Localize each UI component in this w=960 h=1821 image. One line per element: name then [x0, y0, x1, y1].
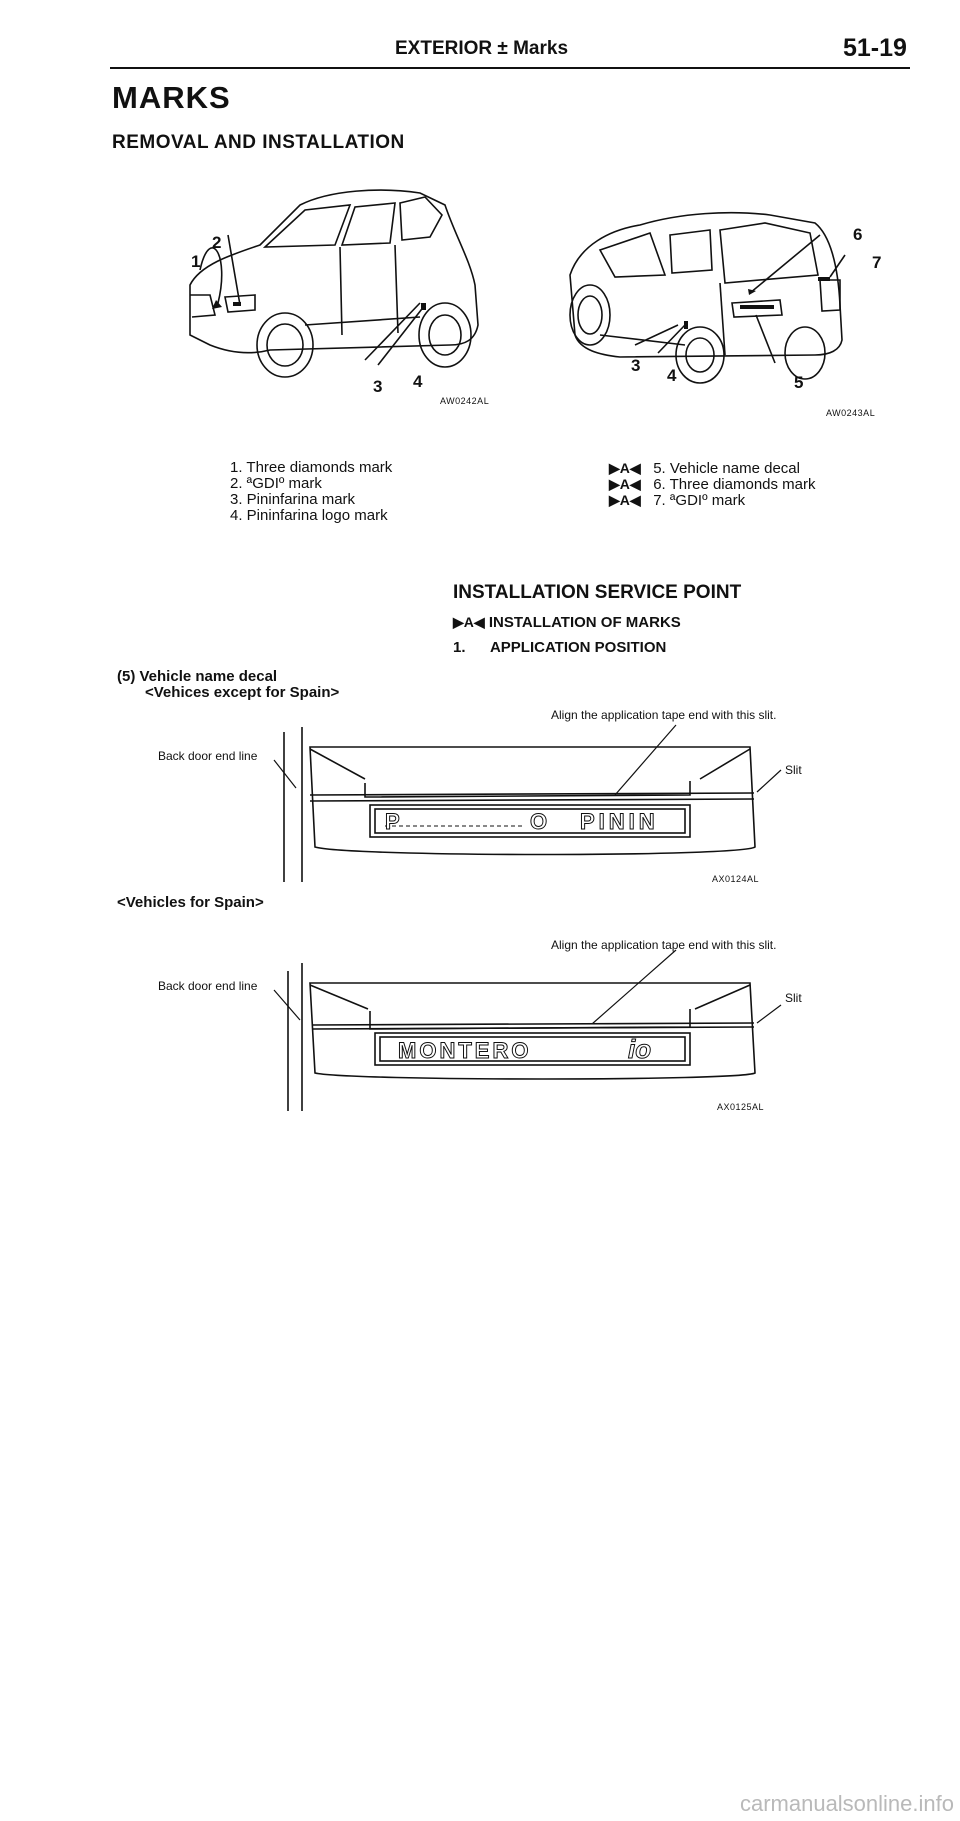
emblem-text-montero: MONTERO — [398, 1038, 532, 1063]
emblem-text-left: P — [385, 809, 402, 834]
figure-code-left: AW0242AL — [440, 396, 490, 406]
section-heading: REMOVAL AND INSTALLATION — [112, 132, 405, 153]
legend-item: 3. Pininfarina mark — [230, 491, 356, 508]
slit-note-2: Align the application tape end with this slit. — [551, 938, 777, 952]
emblem-text-mid: O — [530, 809, 550, 834]
slit-label-2: Slit — [785, 991, 802, 1005]
callout-3: 3 — [373, 377, 383, 396]
reference-mark: ▶A◀ — [609, 492, 641, 508]
legend-item: 2. ªGDIº mark — [230, 475, 322, 492]
header-title: EXTERIOR ± Marks — [395, 38, 569, 59]
back-door-label-2: Back door end line — [158, 979, 258, 993]
variant-except-spain: <Vehices except for Spain> — [145, 684, 340, 701]
legend-item: ▶A◀ 7. ªGDIº mark — [609, 492, 746, 509]
decal-section-title: (5) Vehicle name decal — [117, 668, 278, 685]
callout-1: 1 — [191, 252, 201, 271]
slit-label-1: Slit — [785, 763, 802, 777]
callout-4-rear: 4 — [667, 366, 677, 385]
decal-position-diagram-2 — [280, 963, 810, 1113]
reference-mark: ▶A◀ — [609, 460, 641, 476]
page-title: MARKS — [112, 80, 231, 115]
callout-7: 7 — [872, 253, 882, 272]
callout-5: 5 — [794, 373, 804, 392]
legend-item: 4. Pininfarina logo mark — [230, 507, 388, 524]
application-position-step: 1. APPLICATION POSITION — [453, 639, 667, 656]
figure-code-right: AW0243AL — [826, 408, 876, 418]
slit-note-1: Align the application tape end with this slit. — [551, 708, 777, 722]
reference-mark: ▶A◀ — [609, 476, 641, 492]
service-point-title: INSTALLATION SERVICE POINT — [453, 582, 742, 603]
reference-mark: ▶A◀ — [453, 614, 485, 630]
legend-item: 1. Three diamonds mark — [230, 459, 393, 476]
variant-spain: <Vehicles for Spain> — [117, 894, 264, 911]
callout-3-rear: 3 — [631, 356, 641, 375]
emblem-text-io: io — [628, 1034, 652, 1064]
footer-watermark: carmanualsonline.info — [739, 1791, 954, 1816]
legend-item: ▶A◀ 6. Three diamonds mark — [609, 476, 816, 493]
emblem-text-right: PININ — [580, 809, 659, 834]
legend-item: ▶A◀ 5. Vehicle name decal — [609, 460, 800, 477]
figure-code-2: AX0124AL — [712, 874, 760, 884]
callout-4: 4 — [413, 372, 423, 391]
callout-2: 2 — [212, 233, 222, 252]
callout-6: 6 — [853, 225, 863, 244]
page-number: 51-19 — [843, 34, 907, 62]
back-door-label-1: Back door end line — [158, 749, 258, 763]
figure-code-3: AX0125AL — [717, 1102, 765, 1112]
service-point-subtitle: ▶A◀ INSTALLATION OF MARKS — [453, 614, 681, 631]
